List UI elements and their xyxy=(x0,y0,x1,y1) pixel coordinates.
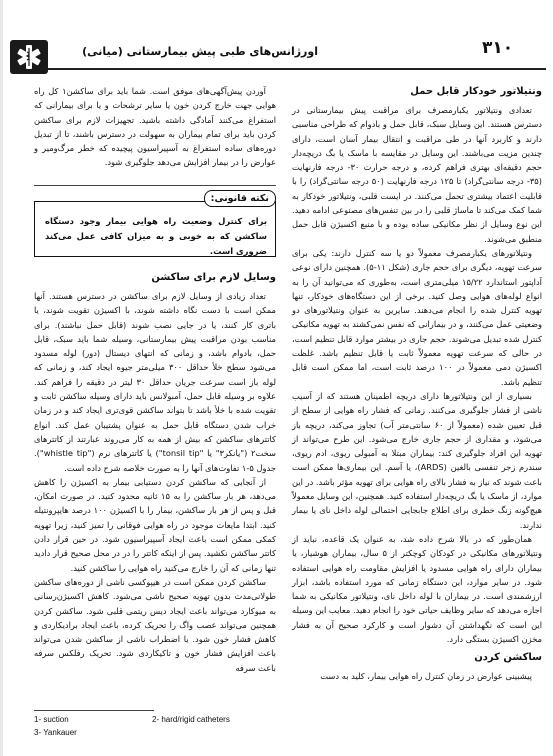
publisher-logo xyxy=(10,40,48,74)
footnote-2: 2- hard/rigid catheters xyxy=(152,715,230,724)
paragraph: تعدادی ونتیلاتور یکبارمصرف برای مراقبت پیش بیمارستانی در دسترس هستند. این وسایل سبک، قابل حمل و بادوام که طراحی مناسبی دارند و کاربرد آنها در طی مراقبت و انتقال بیمار آسان است، دارای چندین مزیت می‌باشند. این وسایل در مقایسه با ماسک یا بگ دریچه‌دار حجم دقیقه‌ای بهتری فراهم کرده، و درجه حرارت ۳۰- درجه فارنهایت (۳۵- درجه سانتی‌گراد) تا ۱۲۵ درجه فارنهایت (۵۰ درجه سانتی‌گراد) را با قابلیت اعتماد بیشتری تحمل می‌کنند. در ایست قلبی، ونتیلاتور خودکار به شما کمک می‌کند تا ماساژ قلبی را در بین تنفس‌های مصنوعی ادامه دهید. این نوع وسایل از نظر مکانیکی ساده بوده و با منبع اکسیژن قابل حمل منطبق می‌شوند. xyxy=(292,105,543,244)
footnote-3: 3- Yankauer xyxy=(34,728,77,737)
paragraph: پیشبینی عوارض در زمان کنترل راه هوایی بیمار، کلید به دست xyxy=(320,671,532,682)
paragraph: ونتیلاتورهای یکبارمصرف معمولاً دو یا سه کنترل دارند: یکی برای سرعت تهویه، دیگری برای حجم جاری (شکل ۱۱-۵). همچنین دارای نوعی آداپتور استاندارد ۱۵/۲۲ میلی‌متری است، به‌طوری که می‌توانید آن را به انواع لوله‌های هوایی وصل کنید. برخی از این دستگاه‌های خودکار، تنها تهویه کنترل شده را انجام می‌دهند. سایرین به عنوان ونتیلاتورهای دو وضعیتی عمل می‌کنند، و در بیمارانی که نفس نمی‌کشند به تهویه مکانیکی کنترل شده تبدیل می‌شوند. حجم جاری در بیشتر موارد قابل تنظیم است، در حالی که سرعت تهویه معمولاً ثابت یا قابل تنظیم باشد. غلظت اکسیژن دمی معمولاً در ۱۰۰ درصد ثابت است، اما ممکن است قابل تنظیم باشد. xyxy=(292,247,542,387)
legal-note-box xyxy=(34,193,276,257)
paragraph: تعداد زیادی از وسایل لازم برای ساکشن در دسترس هستند. آنها ممکن است با دست نگاه داشته شوند، با اکسیژن تقویت شوند، یا باتری کار کنند، یا در جایی نصب شوند (قابل حمل نباشند). برای مناسب بودن مراقبت پیش بیمارستانی، وسیله شما باید سبک، قابل حمل، بادوام باشد، و زمانی که انتهای دیستال (دور) لوله مسدود می‌شود سطح خلأ حداقل ۳۰۰ میلی‌متر جیوه ایجاد کند، و زمانی که لوله باز است سرعت جریان حداقل ۳۰ لیتر در دقیقه را فراهم کند. علاوه بر وسیله قابل حمل، آمبولانس باید دارای وسیله ساکشن ثابت و تقویت شده با خلأ باشد تا بتواند ساکشن قوی‌تری ایجاد کند و در زمان خراب شدن دستگاه قابل حمل به عنوان پشتیبان عمل کند. انواع کاتترهای ساکشن که بیش از همه به کار می‌روند عبارتند از کاتترهای سخت‌۲ ("یانکر‌۳" یا "tonsil tip") یا کاتترهای نرم ("whistle tip"). جدول ۵-۱ تفاوت‌های آنها را به صورت خلاصه شرح داده است. xyxy=(34,291,277,473)
header-divider xyxy=(48,68,546,70)
book-title: اورژانس‌های طبی پیش بیمارستانی (میانی) xyxy=(82,45,318,58)
column-divider xyxy=(34,185,276,186)
legal-note-text: برای کنترل وضعیت راه هوایی بیمار وجود دستگاه ساکشن که به خوبی و به میزان کافی عمل می‌کند ضروری است. xyxy=(45,216,267,256)
page-header xyxy=(0,0,553,80)
page-number: ۳۱۰ xyxy=(482,38,514,58)
left-column-body xyxy=(34,270,276,675)
paragraph: همان‌طور که در بالا شرح داده شد، به عنوان یک قاعده، نباید از ونتیلاتورهای مکانیکی در کودکان کوچکتر از ۵ سال، بیماران هوشیار، یا بیماران دارای راه هوایی مسدود یا افزایش مقاومت راه هوایی استفاده شود. در سایر موارد، این دستگاه زمانی که مورد استفاده باشد، ابزار ارزشمندی است. در بیماران با لوله داخل نای، ونتیلاتور مکانیکی به شما اجازه می‌دهد که سایر وظایف حیاتی خود را انجام دهید. معایب این وسیله این است که نگهداشتن آن دشوار است و کارکرد صحیح آن به فشار مخزن اکسیژن بستگی دارد. xyxy=(292,533,542,644)
paragraph: ساکشن کردن ممکن است در هیپوکسی ناشی از دوره‌های ساکشن طولانی‌مدت بدون تهویه صحیح ناشی می‌شود. کاهش اکسیژن‌رسانی به میوکارد می‌تواند باعث ایجاد دیس ریتمی قلبی شود. ساکشن کردن همچنین می‌تواند عصب واگ را تحریک کرده، باعث ایجاد برادیکاردی و کاهش فشار خون شود. یا اضطراب ناشی از ساکشن شدن می‌تواند باعث افزایش فشار خون و تاکیکاردی شود. تحریک رفلکس سرفه باعث سرفه xyxy=(34,576,276,673)
left-column-top xyxy=(34,84,276,170)
section-heading-ventilator: ونتیلاتور خودکار قابل حمل xyxy=(410,86,542,97)
paragraph: بسیاری از این ونتیلاتورها دارای دریچه اطمینان هستند که از آسیب ناشی از فشار جلوگیری می‌کنند. زمانی که فشار راه هوایی از سطح از قبل تعیین شده (معمولاً از ۶۰ سانتی‌متر آب) تجاوز می‌کند، دریچه باز می‌شود، و مقداری از حجم جاری خارج می‌شود. این طرح می‌تواند از تهویه این افراد جلوگیری کند: بیماران مبتلا به آمبولی ریوی، ادم ریوی، سندرم زجر تنفسی بالغین (ARDS)، یا آسم. این بیماری‌ها ممکن است باعث شوند که نیاز به فشار بالای راه هوایی برای تهویه مؤثر باشد. در این موارد، از ماسک یا بگ دریچه‌دار استفاده کنید. همچنین، این وسایل معمولاً هیچ‌گونه زنگ خطری برای اطلاع جابجایی احتمالی لوله داخل نای یا بیمار ندارند. xyxy=(292,390,543,530)
footnote-1: 1- suction xyxy=(34,715,69,724)
paragraph: آوردن پیش‌آگهی‌های موفق است. شما باید برای ساکشن‌۱ کل راه هوایی جهت خارج کردن خون یا سایر ترشحات و یا برای بیمارانی که استفراغ می‌کنند آمادگی داشته باشید. تجهیزات لازم برای ساکشن کردن باید برای تمام بیماران به سهولت در دسترس باشند، تا از تبدیل دوره‌های ساده استفراغ به آسپیراسیون پیچیده که خطر مرگ‌ومیر و عوارض را در بیمار افزایش می‌دهد جلوگیری شود. xyxy=(34,86,276,168)
paragraph: از آنجایی که ساکشن کردن دستیابی بیمار به اکسیژن را کاهش می‌دهد، هر بار ساکشن را به ۱۵ ثانیه محدود کنید. در صورت امکان، قبل و پس از هر بار ساکشن، بیمار را با اکسیژن ۱۰۰ درصد هایپرونتیله کنید. ابتدا مایعات موجود در راه هوایی فوقانی را تمیز کنید، زیرا تهویه کمکی ممکن است باعث ایجاد آسپیراسیون شود. در حین قرار دادن کاتتر ساکشن نکشید. پس از اینکه کاتتر را در در محل صحیح قرار دادید تنها زمانی که آن را خارج می‌کنید راه هوایی را ساکشن کنید. xyxy=(34,476,276,573)
star-of-life-icon xyxy=(14,43,44,71)
right-column xyxy=(292,84,542,684)
legal-note-title: نکته قانونی: xyxy=(204,190,276,207)
scan-edge xyxy=(0,0,3,756)
section-heading-suction: ساکشن کردن xyxy=(474,652,542,664)
footnote-divider xyxy=(34,710,154,711)
section-heading-equipment: وسایل لازم برای ساکشن xyxy=(151,272,276,283)
